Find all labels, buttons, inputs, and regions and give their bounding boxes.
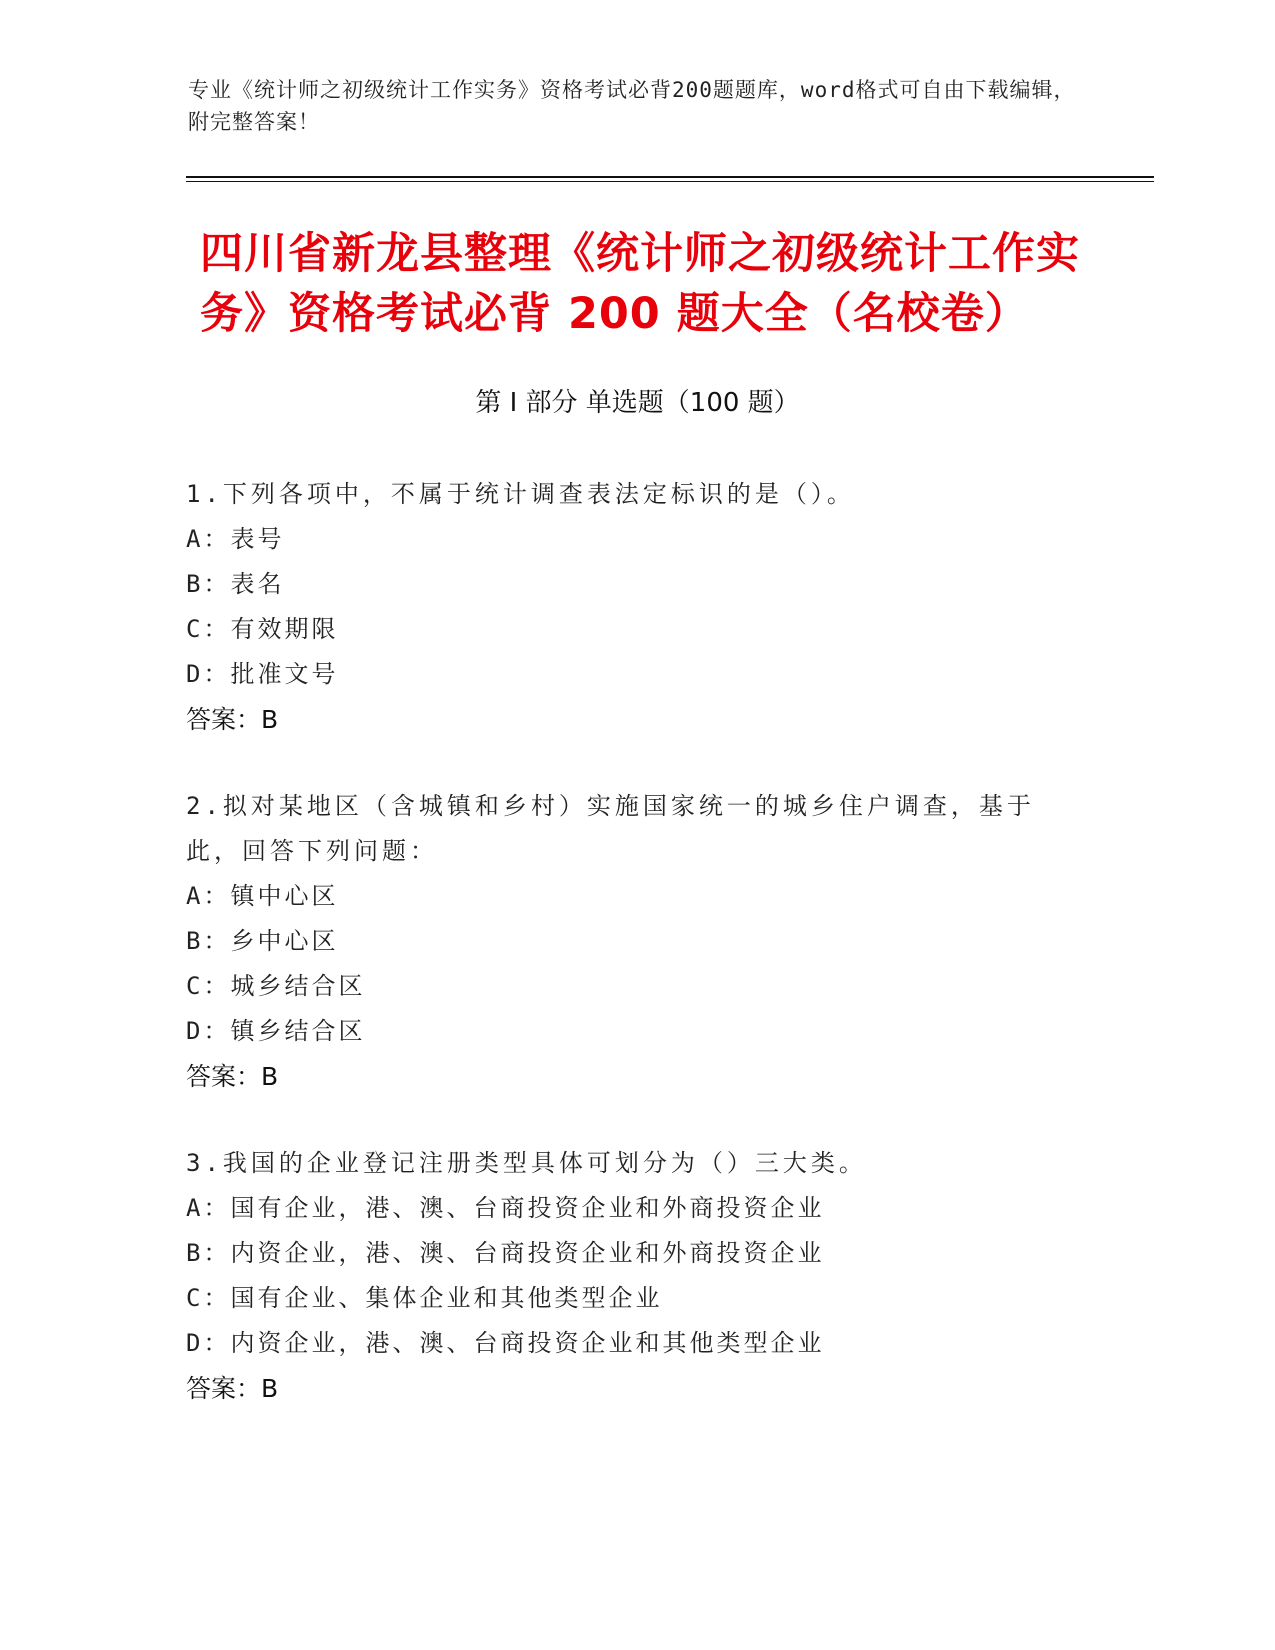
option-b: B：表名: [186, 570, 285, 598]
section-title: 第 I 部分 单选题（100 题）: [475, 388, 800, 418]
option-a: A：镇中心区: [186, 882, 339, 910]
question-stem: 2.拟对某地区（含城镇和乡村）实施国家统一的城乡住户调查，基于此，回答下列问题：: [186, 792, 1035, 865]
document-title: 四川省新龙县整理《统计师之初级统计工作实务》资格考试必背 200 题大全（名校卷）: [200, 229, 1080, 339]
option-b: B：内资企业，港、澳、台商投资企业和外商投资企业: [186, 1239, 825, 1267]
answer: 答案：B: [186, 1374, 279, 1403]
question-list: [186, 472, 1086, 1453]
header-rule-thin: [186, 181, 1154, 182]
option-c: C：国有企业、集体企业和其他类型企业: [186, 1284, 663, 1312]
answer: 答案：B: [186, 1062, 279, 1091]
option-b: B：乡中心区: [186, 927, 339, 955]
question-stem: 1.下列各项中，不属于统计调查表法定标识的是（）。: [186, 480, 855, 508]
answer: 答案：B: [186, 705, 279, 734]
option-a: A：表号: [186, 525, 285, 553]
header-note: 专业《统计师之初级统计工作实务》资格考试必背200题题库，word格式可自由下载编辑，附完整答案！: [188, 78, 1076, 134]
option-a: A：国有企业，港、澳、台商投资企业和外商投资企业: [186, 1194, 825, 1222]
option-d: D：镇乡结合区: [186, 1017, 366, 1045]
question-1: [186, 472, 1086, 742]
option-d: D：批准文号: [186, 660, 339, 688]
header-rule-thick: [186, 176, 1154, 178]
question-stem: 3.我国的企业登记注册类型具体可划分为（）三大类。: [186, 1149, 867, 1177]
option-d: D：内资企业，港、澳、台商投资企业和其他类型企业: [186, 1329, 825, 1357]
option-c: C：城乡结合区: [186, 972, 366, 1000]
question-3: [186, 1141, 1086, 1411]
question-2: [186, 784, 1086, 1099]
option-c: C：有效期限: [186, 615, 339, 643]
